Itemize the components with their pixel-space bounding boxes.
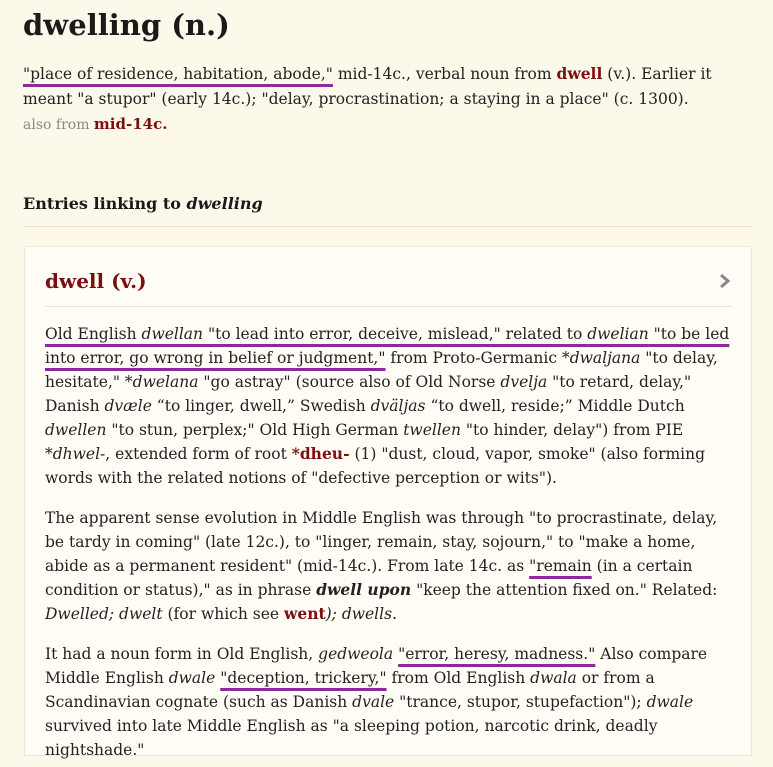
entries-linking-heading: Entries linking to dwelling — [23, 194, 263, 213]
date-link[interactable]: mid-14c. — [93, 115, 168, 133]
entry-definition: "place of residence, habitation, abode," mid-14c., verbal noun from dwell (v.). Earlier it meant "a stupor" (early 14c.); "delay, procrastination; a staying in a place" (c. 1300). — [23, 64, 712, 108]
highlighted-phrase: "place of residence, habitation, abode," — [23, 65, 333, 83]
card-paragraph-2: The apparent sense evolution in Middle English was through "to procrastinate, delay, be tardy in coming" (late 12c.), to "linger, remain, stay, sojourn," to "make a home, abide as a permanent resident" (mid-14c.). From late 14c. as "remain (in a certain condition or status)," as in phrase dwell upon "keep the attention fixed on." Related: Dwelled; dwelt (for which see went); dwells. — [45, 509, 718, 623]
linked-entry-card[interactable] — [24, 246, 752, 759]
highlighted-phrase: "deception, trickery," — [220, 669, 387, 687]
card-title-link[interactable]: dwell (v.) — [45, 269, 147, 293]
divider — [23, 226, 753, 227]
card-paragraph-3: It had a noun form in Old English, gedweola "error, heresy, madness." Also compare Middle English dwale "deception, trickery," from Old English dwala or from a Scandinavian cognate (such as Danish dvale "trance, stupor, stupefaction"); dwale survived into late Middle English as "a sleeping potion, narcotic drink, deadly nightshade." — [45, 645, 708, 759]
also-from-note: also from mid-14c. — [23, 115, 168, 133]
entry-title: dwelling (n.) — [23, 8, 230, 42]
highlighted-phrase: "error, heresy, madness." — [398, 645, 596, 663]
went-link[interactable]: went — [283, 604, 326, 623]
card-divider — [45, 306, 733, 307]
highlighted-phrase: "remain — [529, 557, 592, 575]
highlighted-phrase: Old English dwellan "to lead into error, deceive, mislead," related to dwelian "to be led into error, go wrong in belief or judgment," — [45, 325, 730, 367]
chevron-right-icon[interactable] — [718, 272, 732, 290]
dheu-link[interactable]: *dheu- — [291, 444, 350, 463]
dwell-link[interactable]: dwell — [556, 64, 603, 83]
card-paragraph-1: Old English dwellan "to lead into error, deceive, mislead," related to dwelian "to be led into error, go wrong in belief or judgment," from Proto-Germanic *dwaljana "to delay, hesitate," *dwelana "go astray" (source also of Old Norse dvelja "to retard, delay," Danish dvæle “to linger, dwell,” Swedish dväljas “to dwell, reside;” Middle Dutch dwellen "to stun, perplex;" Old High German twellen "to hinder, delay") from PIE *dhwel-, extended form of root *dheu- (1) "dust, cloud, vapor, smoke" (also forming words with the related notions of "defective perception or wits"). — [45, 325, 730, 487]
